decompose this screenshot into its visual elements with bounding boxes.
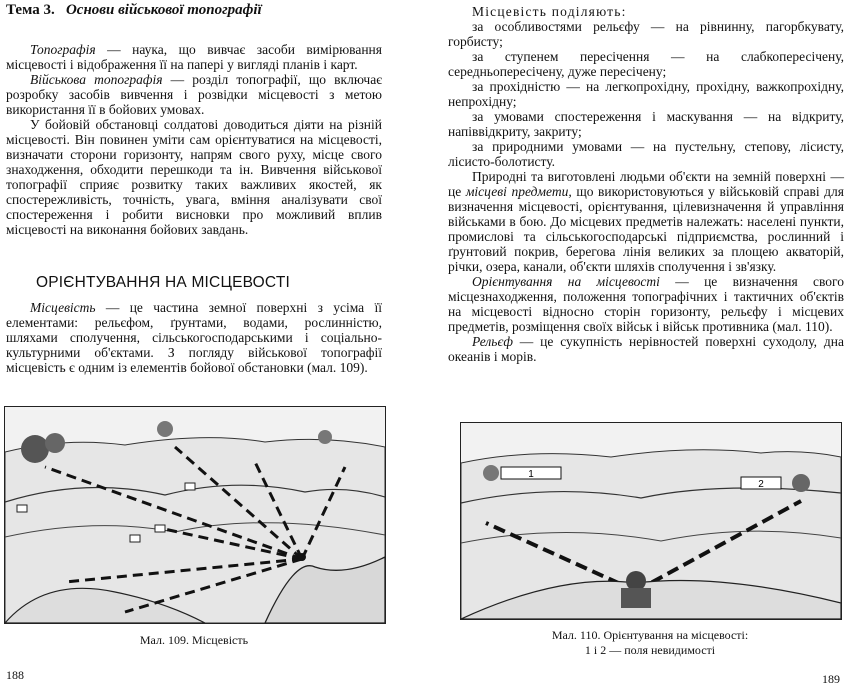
classification-item-relief: за особливостями рельєфу — на рівнинну, пагорбкувату, горбисту; (448, 19, 844, 49)
invisibility-field-label-2: 2 (758, 479, 764, 490)
left-text-block-1 (6, 42, 382, 237)
topic-heading (6, 2, 262, 19)
term-orientation: Орієнтування на місцевості (472, 274, 660, 289)
term-military-topography: Військова топографія (30, 72, 163, 87)
figure-110-caption (460, 628, 840, 658)
classification-item-observation: за умовами спостереження і маскування — на відкриту, напіввідкриту, закриту; (448, 109, 844, 139)
term-local-objects: місцеві предмети, (465, 184, 572, 199)
paragraph-local-objects: Природні та виготовлені людьми об'єкти на земній поверхні — це місцеві предмети, що використовуються у військовій справі для визначення місцевості, орієнтування, цілевизначення й управління військами в бою. До місцевих предметів належать: населені пункти, промислові та сільськогосподарські підприємства, рослинний і ґрунтовий покрив, берегова лінія великих за площею акваторій, річки, озера, канали, об'єкти шляхів сполучення і зв'язку. (448, 169, 844, 274)
topic-title: Основи військової топографії (65, 2, 262, 18)
left-text-block-2 (6, 300, 382, 375)
classification-item-natural: за природними умовами — на пустельну, степову, лісисту, лісисто-болотисту. (448, 139, 844, 169)
right-page (434, 0, 868, 687)
figure-109-caption: Мал. 109. Місцевість (139, 633, 249, 647)
term-relief: Рельєф (472, 334, 513, 349)
right-text-block (448, 4, 844, 364)
figure-109-terrain (4, 406, 386, 624)
terrain-illustration (5, 407, 385, 623)
page-number-right: 189 (822, 672, 840, 686)
invisibility-field-label-1: 1 (528, 469, 534, 480)
orientation-illustration (461, 423, 841, 619)
topic-label: Тема 3. (6, 2, 55, 18)
paragraph-military-topography: Військова топографія — розділ топографії, що включає розробку засобів вивчення і розвідки місцевості з метою використання її в бойових умовах. (6, 72, 382, 117)
section-title: ОРІЄНТУВАННЯ НА МІСЦЕВОСТІ (36, 274, 290, 291)
paragraph-topography: Топографія — наука, що вивчає засоби вимірювання місцевості і відображення її на папері у вигляді планів і карт. (6, 42, 382, 72)
classification-item-passability: за прохідністю — на легкопрохідну, прохідну, важкопрохідну, непрохідну; (448, 79, 844, 109)
term-topography: Топографія (30, 42, 96, 57)
figure-110-orientation (460, 422, 842, 620)
classification-item-intersection: за ступенем пересічення — на слабкопересічену, середньопересічену, дуже пересічену; (448, 49, 844, 79)
paragraph-combat-conditions: У бойовій обстановці солдатові доводиться діяти на різній місцевості. Він повинен уміти сам орієнтуватися на місцевості, визначати сторони горизонту, напрям свого руху, місце свого знаходження, обходити перешкоди та ін. Вивчення військової топографії сприяє розвитку таких важливих якостей, як спостережливість, точність, увага, вміння аналізувати свої спостереження і робити висновки про можливий вплив місцевості на виконання бойових завдань. (6, 117, 382, 237)
figure-110-caption-line2: 1 і 2 — поля невидимості (584, 643, 716, 657)
term-terrain: Місцевість (30, 300, 96, 315)
page-number-left: 188 (6, 668, 24, 682)
paragraph-relief: Рельєф — це сукупність нерівностей поверхні суходолу, дна океанів і морів. (448, 334, 844, 364)
paragraph-terrain: Місцевість — це частина земної поверхні з усіма її елементами: рельєфом, ґрунтами, водами, рослинністю, шляхами сполучення, сільськогосподарськими і соціально-культурними об'єктами. З погляду військової топографії місцевість є одним із елементів бойової обстановки (мал. 109). (6, 300, 382, 375)
paragraph-orientation: Орієнтування на місцевості — це визначення свого місцезнаходження, положення топографічних і тактичних об'єктів на місцевості відносно сторін горизонту, рельєфу і місцевих предметів, розміщення своїх військ і військ противника (мал. 110). (448, 274, 844, 334)
classification-intro: Місцевість поділяють: (472, 4, 627, 19)
figure-110-caption-line1: Мал. 110. Орієнтування на місцевості: (551, 628, 749, 642)
